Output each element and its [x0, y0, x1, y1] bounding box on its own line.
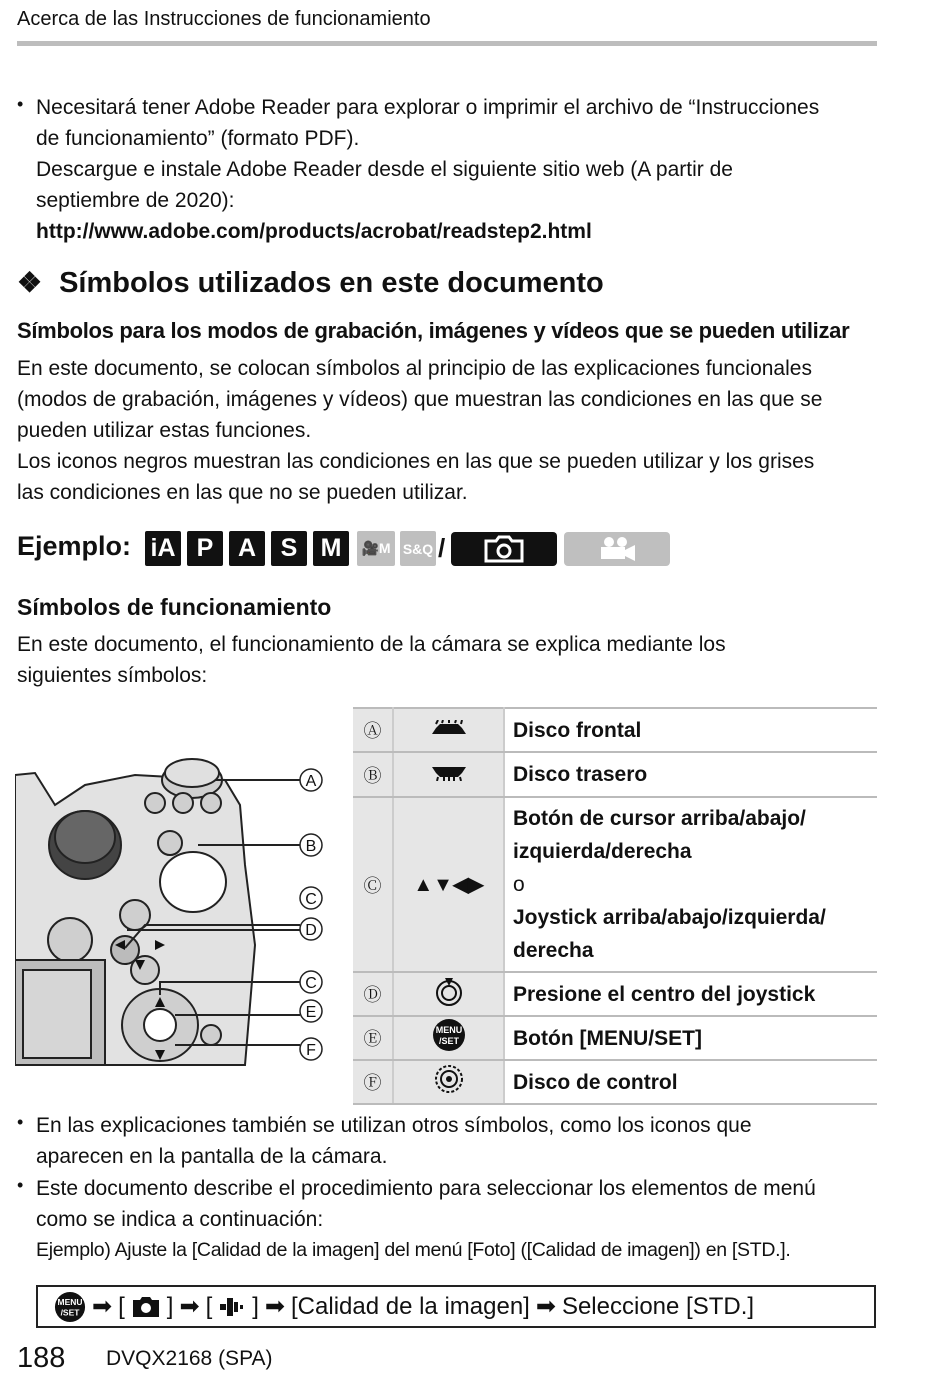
- running-header: Acerca de las Instrucciones de funcionamiento: [17, 8, 431, 30]
- adobe-url-link[interactable]: http://www.adobe.com/products/acrobat/readstep2.html: [36, 220, 592, 243]
- section-title: [17, 266, 604, 300]
- intro-line: de funcionamiento” (formato PDF).: [36, 127, 360, 150]
- example-label: Ejemplo:: [17, 531, 132, 561]
- slash-separator: /: [438, 533, 446, 563]
- row-text-multi: [504, 797, 877, 972]
- rear-dial-icon: [393, 752, 504, 797]
- para-line: Los iconos negros muestran las condiciones en las que se pueden utilizar y los grises: [17, 450, 815, 473]
- table-row: [353, 1016, 877, 1060]
- para-line: En este documento, se colocan símbolos al principio de las explicaciones funcionales: [17, 357, 812, 380]
- mode-creative-video-icon: 🎥M: [357, 531, 395, 566]
- svg-text:/SET: /SET: [438, 1036, 459, 1046]
- row-letter: Ⓒ: [353, 797, 393, 972]
- intro-bullet: [36, 92, 886, 247]
- mode-a-icon: A: [229, 531, 265, 566]
- table-row: [353, 972, 877, 1016]
- intro-line: Descargue e instale Adobe Reader desde el siguiente sitio web (A partir de: [36, 158, 733, 181]
- arrow-right-icon: ➡: [92, 1293, 113, 1320]
- row-text: Disco de control: [504, 1060, 877, 1104]
- table-row: [353, 1060, 877, 1104]
- row-letter: Ⓕ: [353, 1060, 393, 1104]
- document-code: DVQX2168 (SPA): [106, 1347, 273, 1370]
- row-text-line: Botón de cursor arriba/abajo/: [513, 807, 806, 830]
- bullet-dot: •: [17, 1112, 24, 1132]
- para-line: (modos de grabación, imágenes y vídeos) que muestran las condiciones en las que se: [17, 388, 823, 411]
- header-divider: [17, 41, 877, 46]
- callout-e: E: [305, 1004, 317, 1021]
- camera-illustration: [15, 745, 335, 1070]
- bracket-close: ]: [252, 1292, 259, 1320]
- arrow-right-icon: ➡: [535, 1293, 556, 1320]
- para-line: En este documento, el funcionamiento de la cámara se explica mediante los: [17, 633, 726, 656]
- bullet-dot: •: [17, 1175, 24, 1195]
- mode-ia-icon: iA: [145, 531, 181, 566]
- para-line: pueden utilizar estas funciones.: [17, 419, 312, 442]
- image-quality-menu-icon: [218, 1293, 246, 1321]
- intro-line: Necesitará tener Adobe Reader para explorar o imprimir el archivo de “Instrucciones: [36, 96, 820, 119]
- row-text: Presione el centro del joystick: [504, 972, 877, 1016]
- row-text-line: derecha: [513, 939, 594, 962]
- video-camera-icon: [564, 532, 670, 566]
- menu-command-box: [36, 1285, 876, 1328]
- row-text-line: o: [513, 873, 525, 896]
- modes-heading: Símbolos para los modos de grabación, imágenes y vídeos que se pueden utilizar: [17, 318, 850, 343]
- mode-sq-icon: S&Q: [400, 531, 436, 566]
- para-line: las condiciones en las que no se pueden utilizar.: [17, 481, 468, 504]
- callout-c: C: [305, 891, 317, 908]
- intro-line: septiembre de 2020):: [36, 189, 235, 212]
- section-title-text: Símbolos utilizados en este documento: [59, 267, 604, 299]
- front-dial-icon: [393, 708, 504, 752]
- svg-text:/SET: /SET: [60, 1306, 80, 1317]
- menu-set-icon: [393, 1016, 504, 1060]
- cursor-arrows-icon: ▲▼◀▶: [393, 797, 504, 972]
- page-number: 188: [17, 1342, 66, 1374]
- bullet-dot: •: [17, 94, 24, 114]
- note-2: [36, 1173, 896, 1266]
- note-example: Ejemplo) Ajuste la [Calidad de la imagen] del menú [Foto] ([Calidad de imagen]) en [STD.].: [36, 1239, 791, 1261]
- bracket-open: [: [118, 1292, 125, 1320]
- row-text-line: Joystick arriba/abajo/izquierda/: [513, 906, 826, 929]
- modes-paragraph: [17, 353, 887, 508]
- table-row: [353, 797, 877, 972]
- operation-paragraph: [17, 629, 887, 691]
- mode-s-icon: S: [271, 531, 307, 566]
- mode-m-icon: M: [313, 531, 349, 566]
- diamond-bullet-icon: ❖: [17, 267, 43, 298]
- row-letter: Ⓔ: [353, 1016, 393, 1060]
- note-line: aparecen en la pantalla de la cámara.: [36, 1145, 388, 1168]
- callout-a: A: [305, 773, 317, 790]
- bracket-close: ]: [166, 1292, 174, 1320]
- svg-text:MENU: MENU: [435, 1025, 462, 1035]
- menu-set-icon: [54, 1291, 86, 1323]
- table-row: [353, 752, 877, 797]
- operation-heading: Símbolos de funcionamiento: [17, 594, 332, 620]
- photo-menu-icon: [131, 1293, 161, 1321]
- symbols-table: [353, 707, 877, 1105]
- row-letter: Ⓐ: [353, 708, 393, 752]
- bracket-open: [: [205, 1292, 213, 1320]
- row-text: Botón [MENU/SET]: [504, 1016, 877, 1060]
- photo-camera-icon: [451, 532, 557, 566]
- arrow-right-icon: ➡: [264, 1293, 286, 1320]
- arrow-right-icon: ➡: [179, 1293, 200, 1320]
- command-step-4: Seleccione [STD.]: [561, 1292, 755, 1320]
- row-text: Disco trasero: [504, 752, 877, 797]
- row-letter: Ⓓ: [353, 972, 393, 1016]
- note-line: Este documento describe el procedimiento para seleccionar los elementos de menú: [36, 1177, 816, 1200]
- command-step-3: [Calidad de la imagen]: [291, 1292, 530, 1320]
- note-line: En las explicaciones también se utilizan otros símbolos, como los iconos que: [36, 1114, 752, 1137]
- mode-p-icon: P: [187, 531, 223, 566]
- para-line: siguientes símbolos:: [17, 664, 208, 687]
- callout-f: F: [306, 1042, 316, 1059]
- row-text: Disco frontal: [504, 708, 877, 752]
- row-text-line: izquierda/derecha: [513, 840, 692, 863]
- callout-d: D: [305, 922, 317, 939]
- callout-c2: C: [305, 975, 317, 992]
- table-row: [353, 708, 877, 752]
- callout-b: B: [305, 838, 317, 855]
- svg-text:MENU: MENU: [57, 1296, 83, 1307]
- note-1: [36, 1110, 886, 1172]
- control-dial-icon: [393, 1060, 504, 1104]
- joystick-press-icon: [393, 972, 504, 1016]
- row-letter: Ⓑ: [353, 752, 393, 797]
- note-line: como se indica a continuación:: [36, 1208, 324, 1231]
